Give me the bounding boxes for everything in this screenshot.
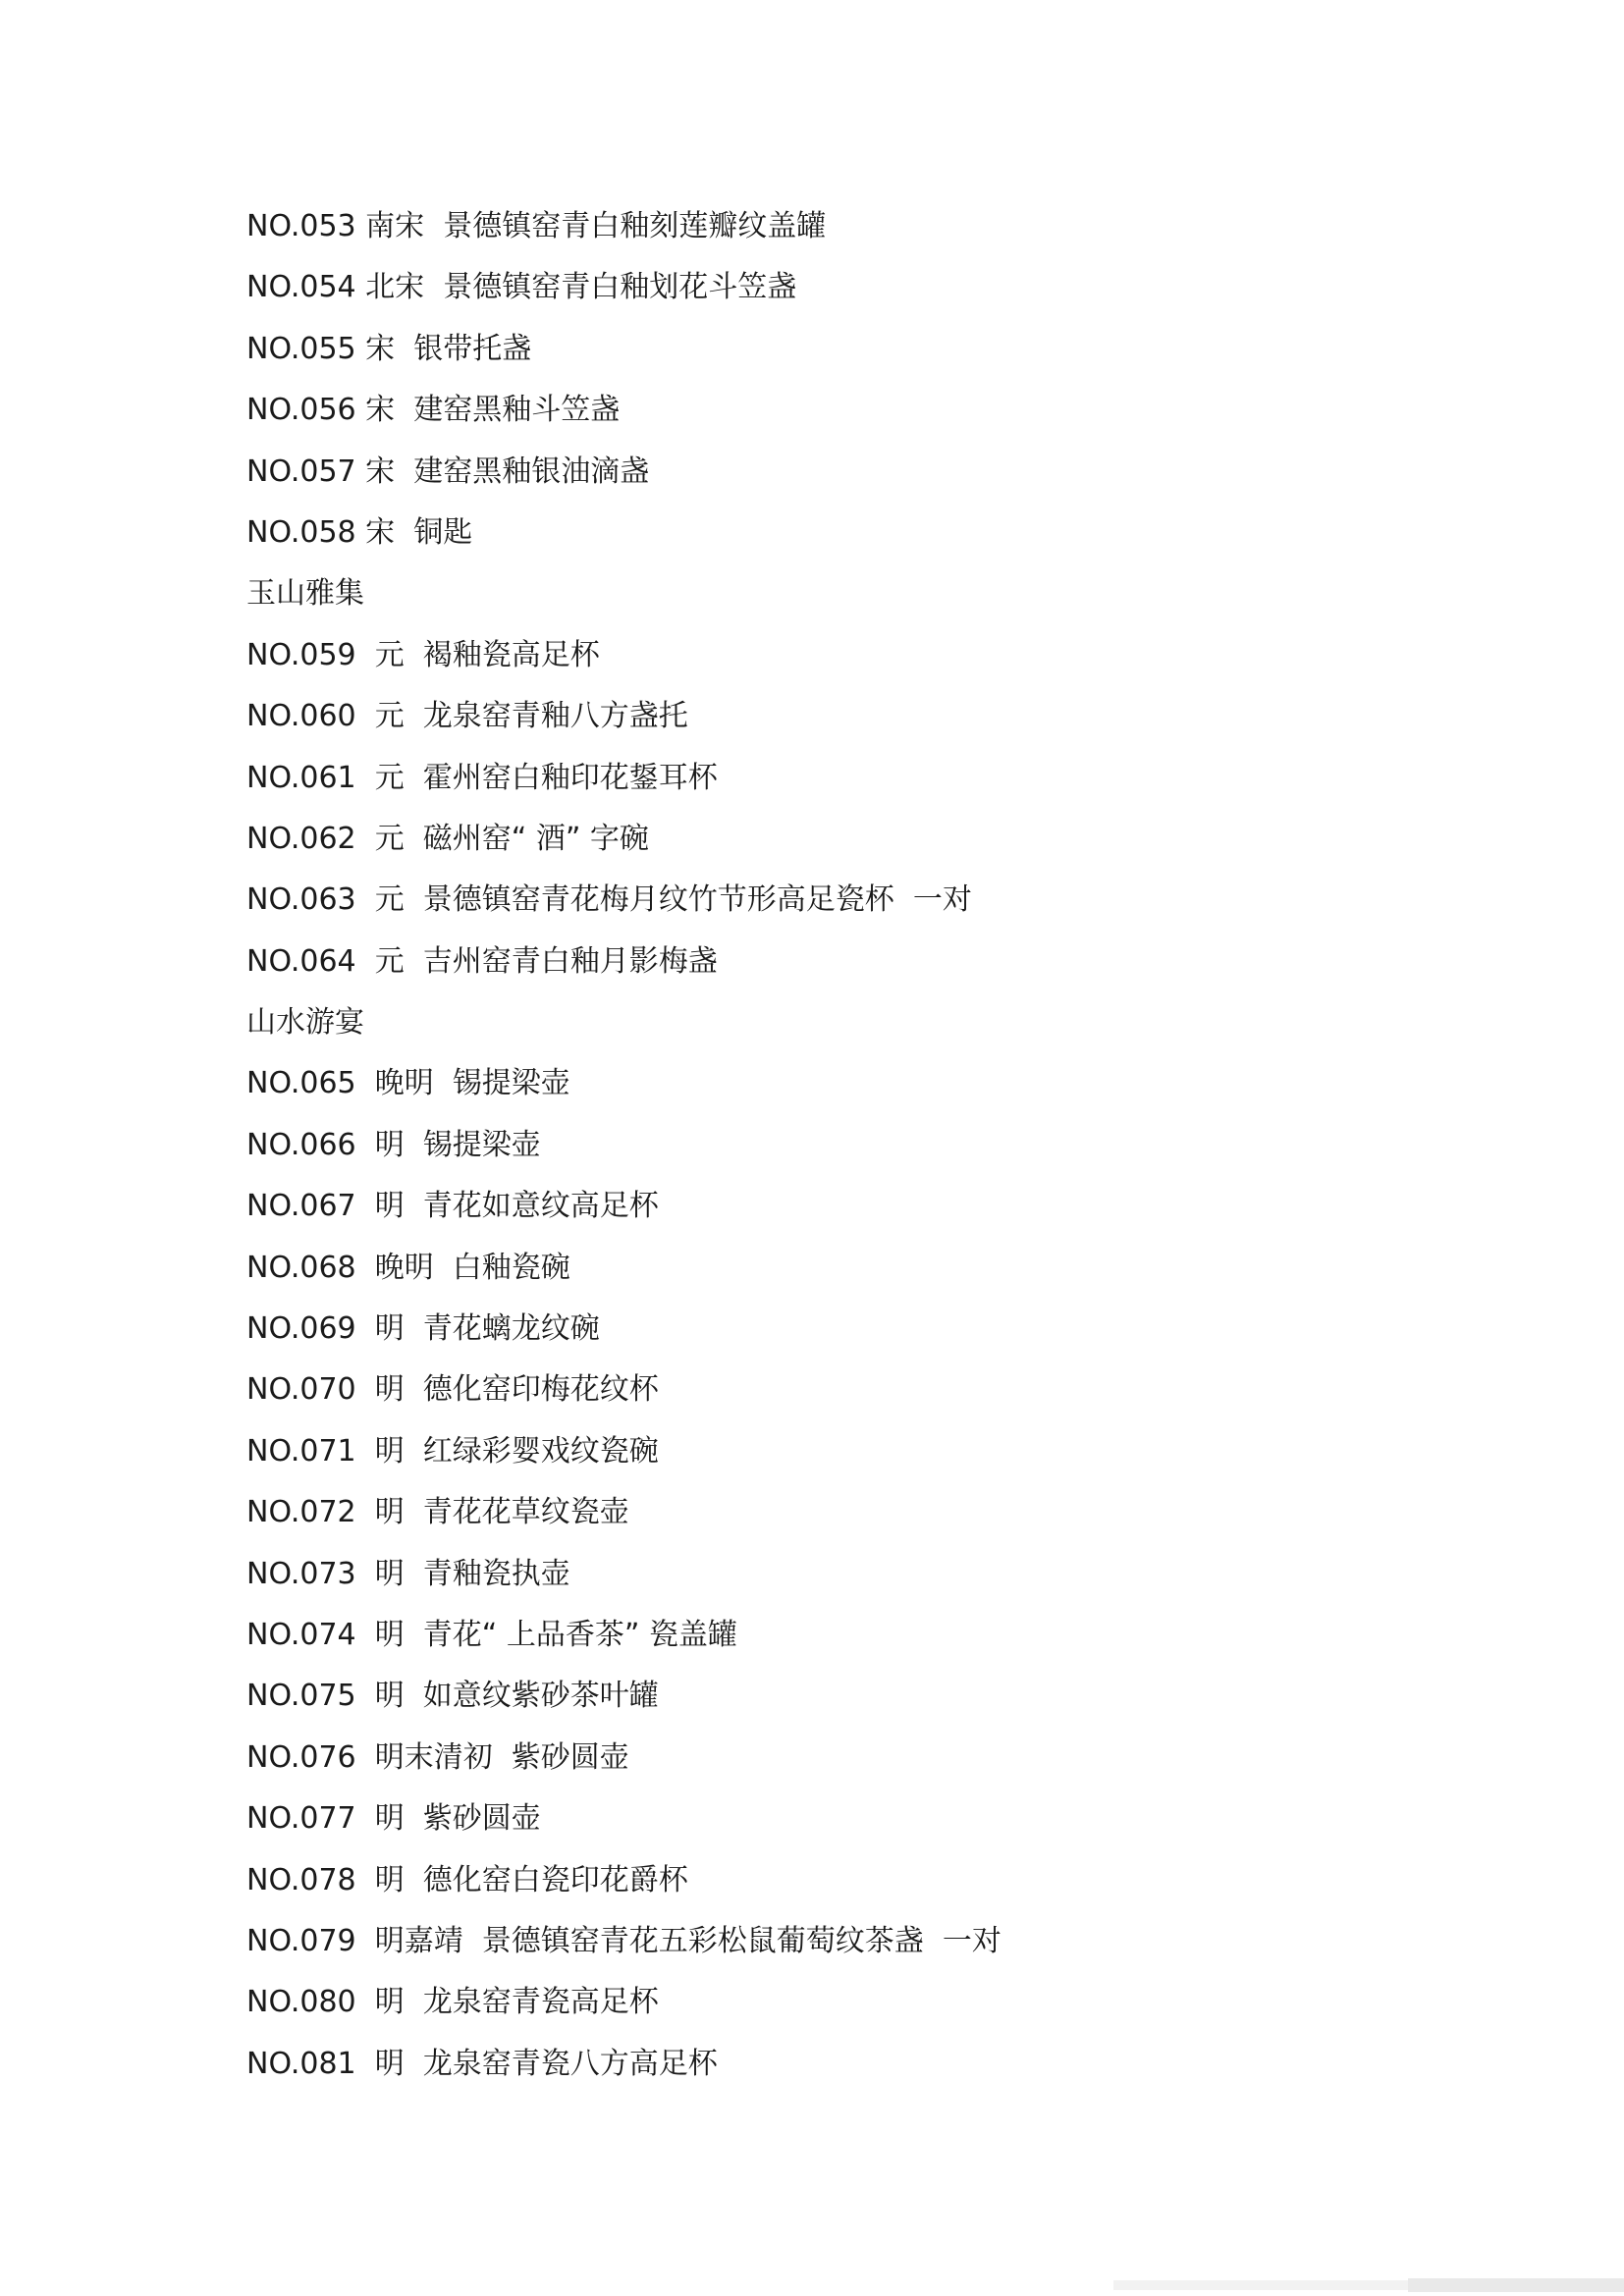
- list-item: NO.063 元 景德镇窑青花梅月纹竹节形高足瓷杯 一对: [246, 882, 972, 918]
- list-item: NO.056 宋 建窑黑釉斗笠盏: [246, 393, 621, 428]
- list-item: NO.058 宋 铜匙: [246, 514, 473, 550]
- list-item: NO.079 明嘉靖 景德镇窑青花五彩松鼠葡萄纹茶盏 一对: [246, 1923, 1001, 1958]
- list-item: NO.068 晚明 白釉瓷碗: [246, 1250, 570, 1285]
- list-item: NO.062 元 磁州窑“ 酒” 字碗: [246, 821, 649, 856]
- list-item: NO.055 宋 银带托盏: [246, 331, 532, 366]
- list-item: NO.078 明 德化窑白瓷印花爵杯: [246, 1862, 688, 1897]
- list-item: NO.076 明末清初 紫砂圆壶: [246, 1739, 629, 1775]
- list-item: NO.054 北宋 景德镇窑青白釉划花斗笠盏: [246, 270, 797, 305]
- list-item: NO.057 宋 建窑黑釉银油滴盏: [246, 454, 650, 489]
- list-item: NO.065 晚明 锡提梁壶: [246, 1066, 570, 1101]
- list-item: NO.075 明 如意纹紫砂茶叶罐: [246, 1679, 659, 1714]
- list-item: NO.064 元 吉州窑青白釉月影梅盏: [246, 943, 718, 979]
- list-item: NO.072 明 青花花草纹瓷壶: [246, 1495, 629, 1530]
- list-item: NO.059 元 褐釉瓷高足杯: [246, 637, 600, 672]
- list-item: NO.074 明 青花“ 上品香茶” 瓷盖罐: [246, 1617, 737, 1652]
- list-item: NO.060 元 龙泉窑青釉八方盏托: [246, 699, 688, 734]
- list-item: NO.066 明 锡提梁壶: [246, 1127, 541, 1162]
- section-heading: 玉山雅集: [246, 576, 364, 612]
- list-item: NO.067 明 青花如意纹高足杯: [246, 1189, 659, 1224]
- list-item: NO.070 明 德化窑印梅花纹杯: [246, 1372, 659, 1408]
- list-item: NO.053 南宋 景德镇窑青白釉刻莲瓣纹盖罐: [246, 209, 827, 243]
- section-heading: 山水游宴: [246, 1005, 364, 1041]
- list-item: NO.073 明 青釉瓷执壶: [246, 1556, 570, 1591]
- list-item: NO.080 明 龙泉窑青瓷高足杯: [246, 1985, 659, 2020]
- watermark-graphic: [1113, 2274, 1624, 2296]
- list-item: NO.077 明 紫砂圆壶: [246, 1801, 541, 1837]
- catalog-list: [246, 196, 1001, 2095]
- list-item: NO.081 明 龙泉窑青瓷八方高足杯: [246, 2046, 718, 2081]
- list-item: NO.071 明 红绿彩婴戏纹瓷碗: [246, 1433, 659, 1468]
- list-item: NO.069 明 青花螭龙纹碗: [246, 1311, 600, 1347]
- list-item: NO.061 元 霍州窑白釉印花鋬耳杯: [246, 760, 718, 795]
